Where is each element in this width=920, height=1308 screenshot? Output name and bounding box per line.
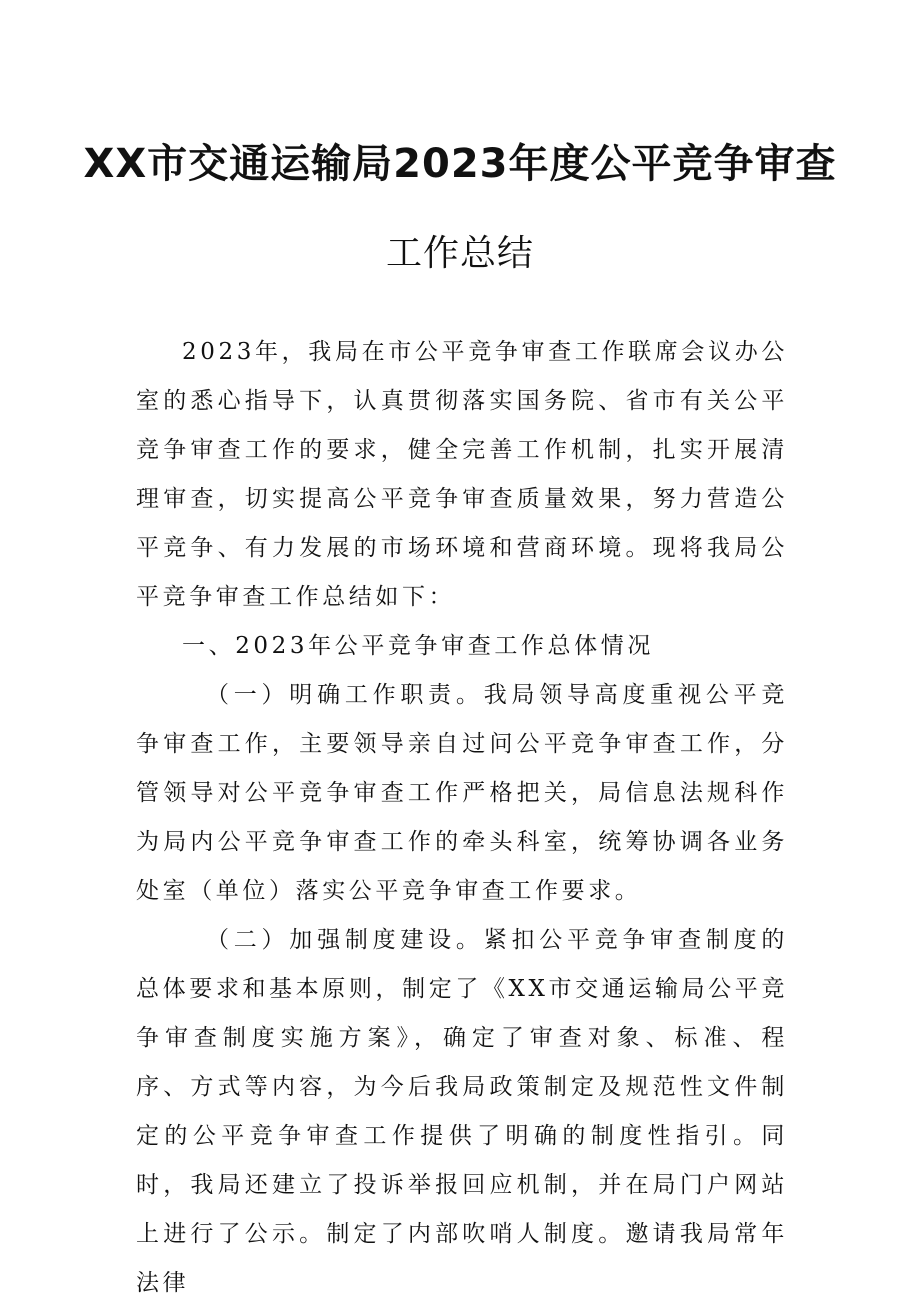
document-title-line1: XX市交通运输局2023年度公平竞争审查: [83, 141, 837, 187]
document-body: [136, 328, 788, 1308]
section-heading-1: 一、2023年公平竞争审查工作总体情况: [182, 633, 654, 659]
item-paragraph-2: （二）加强制度建设。紧扣公平竞争审查制度的总体要求和基本原则，制定了《XX市交通运输局公平竞争审查制度实施方案》，确定了审查对象、标准、程序、方式等内容，为今后我局政策制定及规范性文件制定的公平竞争审查工作提供了明确的制度性指引。同时，我局还建立了投诉举报回应机制，并在局门户网站上进行了公示。制定了内部吹哨人制度。邀请我局常年法律: [136, 927, 788, 1296]
intro-paragraph: 2023年，我局在市公平竞争审查工作联席会议办公室的悉心指导下，认真贯彻落实国务院、省市有关公平竞争审查工作的要求，健全完善工作机制，扎实开展清理审查，切实提高公平竞争审查质量效果，努力营造公平竞争、有力发展的市场环境和营商环境。现将我局公平竞争审查工作总结如下：: [136, 339, 788, 610]
document-title-line2: 工作总结: [385, 233, 534, 274]
item-paragraph-1: （一）明确工作职责。我局领导高度重视公平竞争审查工作，主要领导亲自过问公平竞争审查工作，分管领导对公平竞争审查工作严格把关，局信息法规科作为局内公平竞争审查工作的牵头科室，统筹协调各业务处室（单位）落实公平竞争审查工作要求。: [136, 682, 788, 904]
